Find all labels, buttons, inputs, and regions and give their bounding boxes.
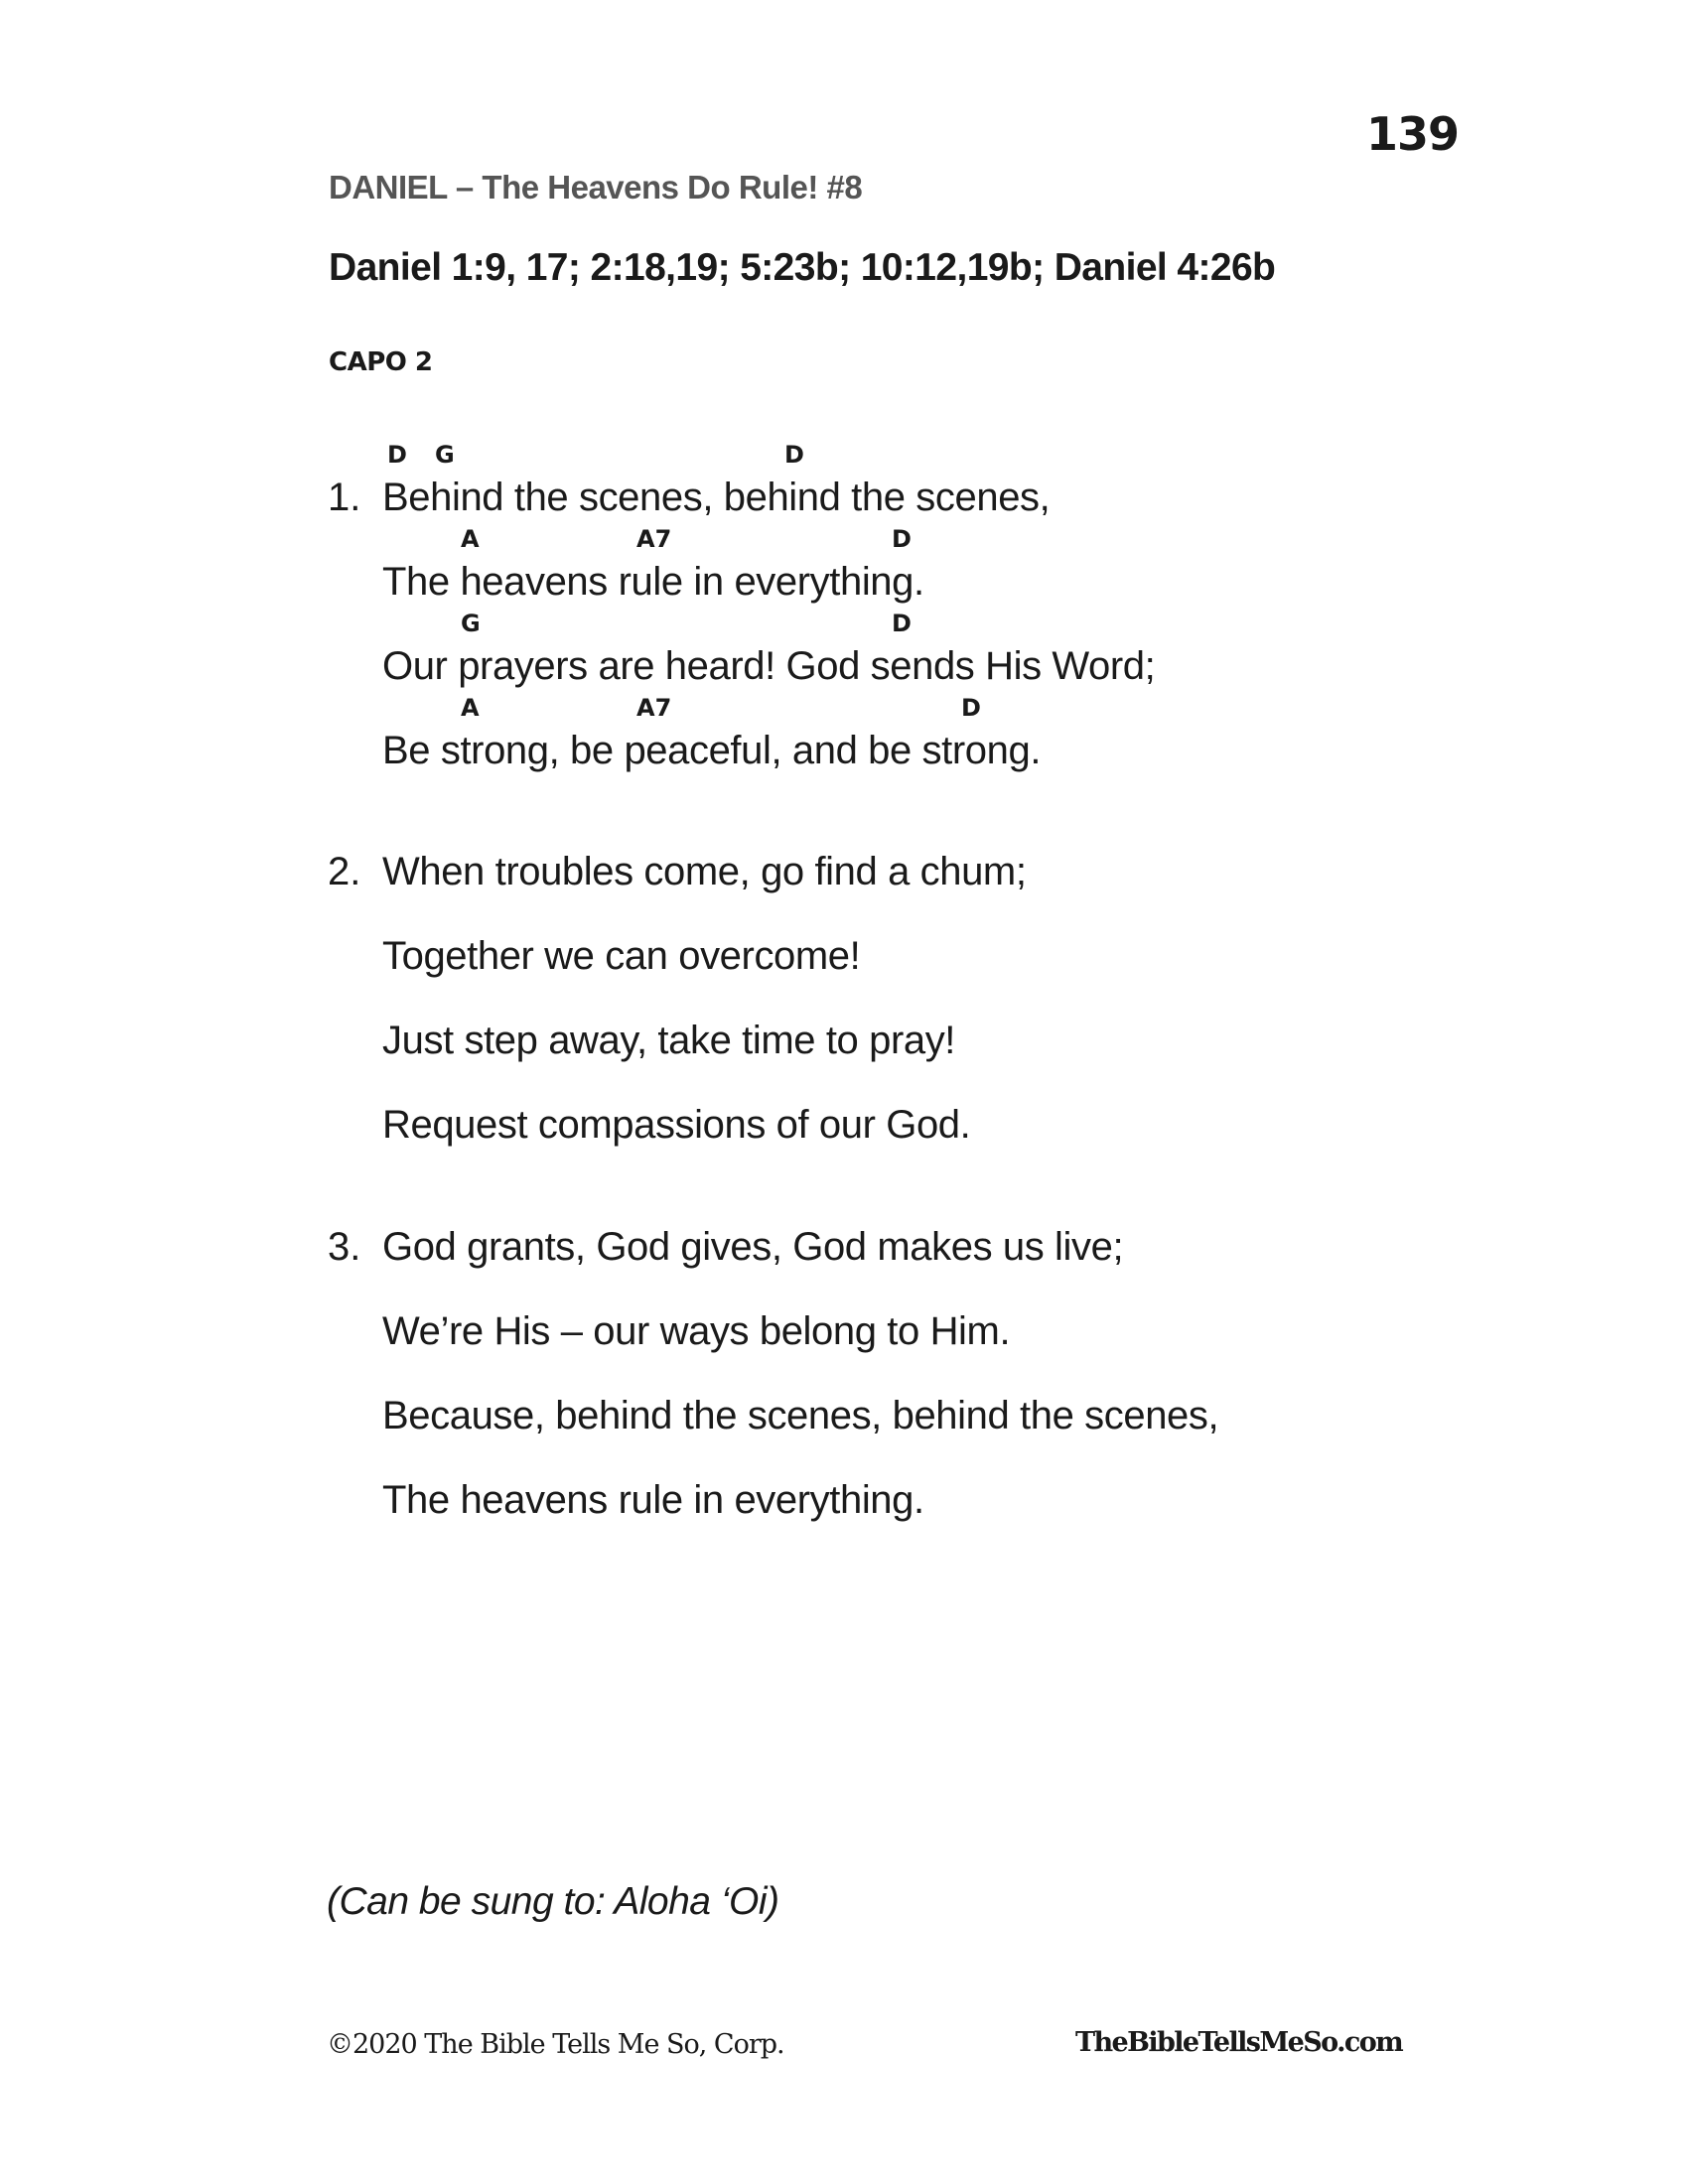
chord: A7 [636, 694, 672, 722]
website-link[interactable]: TheBibleTellsMeSo.com [1075, 2027, 1403, 2058]
copyright-notice: ©2020 The Bible Tells Me So, Corp. [327, 2029, 784, 2060]
chord: G [435, 441, 455, 469]
verse-number: 2. [328, 850, 361, 893]
series-title: DANIEL – The Heavens Do Rule! #8 [329, 169, 863, 205]
lyric-line: Just step away, take time to pray! [382, 1019, 956, 1062]
lyric-line: Our prayers are heard! God sends His Word; [382, 644, 1156, 688]
lyric-line: Because, behind the scenes, behind the scenes, [382, 1394, 1219, 1437]
verse-number: 1. [328, 476, 361, 519]
lyric-line: The heavens rule in everything. [382, 560, 924, 604]
tune-note: (Can be sung to: Aloha ‘Oi) [327, 1880, 779, 1923]
chord: D [387, 441, 407, 469]
lyric-line: We’re His – our ways belong to Him. [382, 1309, 1011, 1353]
verse-number: 3. [328, 1225, 361, 1269]
capo-instruction: CAPO 2 [329, 347, 433, 377]
scripture-reference: Daniel 1:9, 17; 2:18,19; 5:23b; 10:12,19b; Daniel 4:26b [329, 246, 1276, 289]
page-number: 139 [1366, 107, 1460, 161]
chord: A7 [636, 525, 672, 553]
chord: D [892, 610, 912, 637]
chord: G [461, 610, 481, 637]
chord: A [461, 525, 480, 553]
lyric-line: When troubles come, go find a chum; [382, 850, 1027, 893]
chord: D [892, 525, 912, 553]
lyric-line: God grants, God gives, God makes us live; [382, 1225, 1124, 1269]
chord: D [784, 441, 804, 469]
chord: A [461, 694, 480, 722]
lyric-line: Request compassions of our God. [382, 1103, 971, 1147]
lyric-line: Be strong, be peaceful, and be strong. [382, 729, 1042, 772]
chord: D [961, 694, 981, 722]
lyric-line: The heavens rule in everything. [382, 1478, 924, 1522]
lyric-line: Behind the scenes, behind the scenes, [382, 476, 1051, 519]
lyric-line: Together we can overcome! [382, 934, 861, 978]
